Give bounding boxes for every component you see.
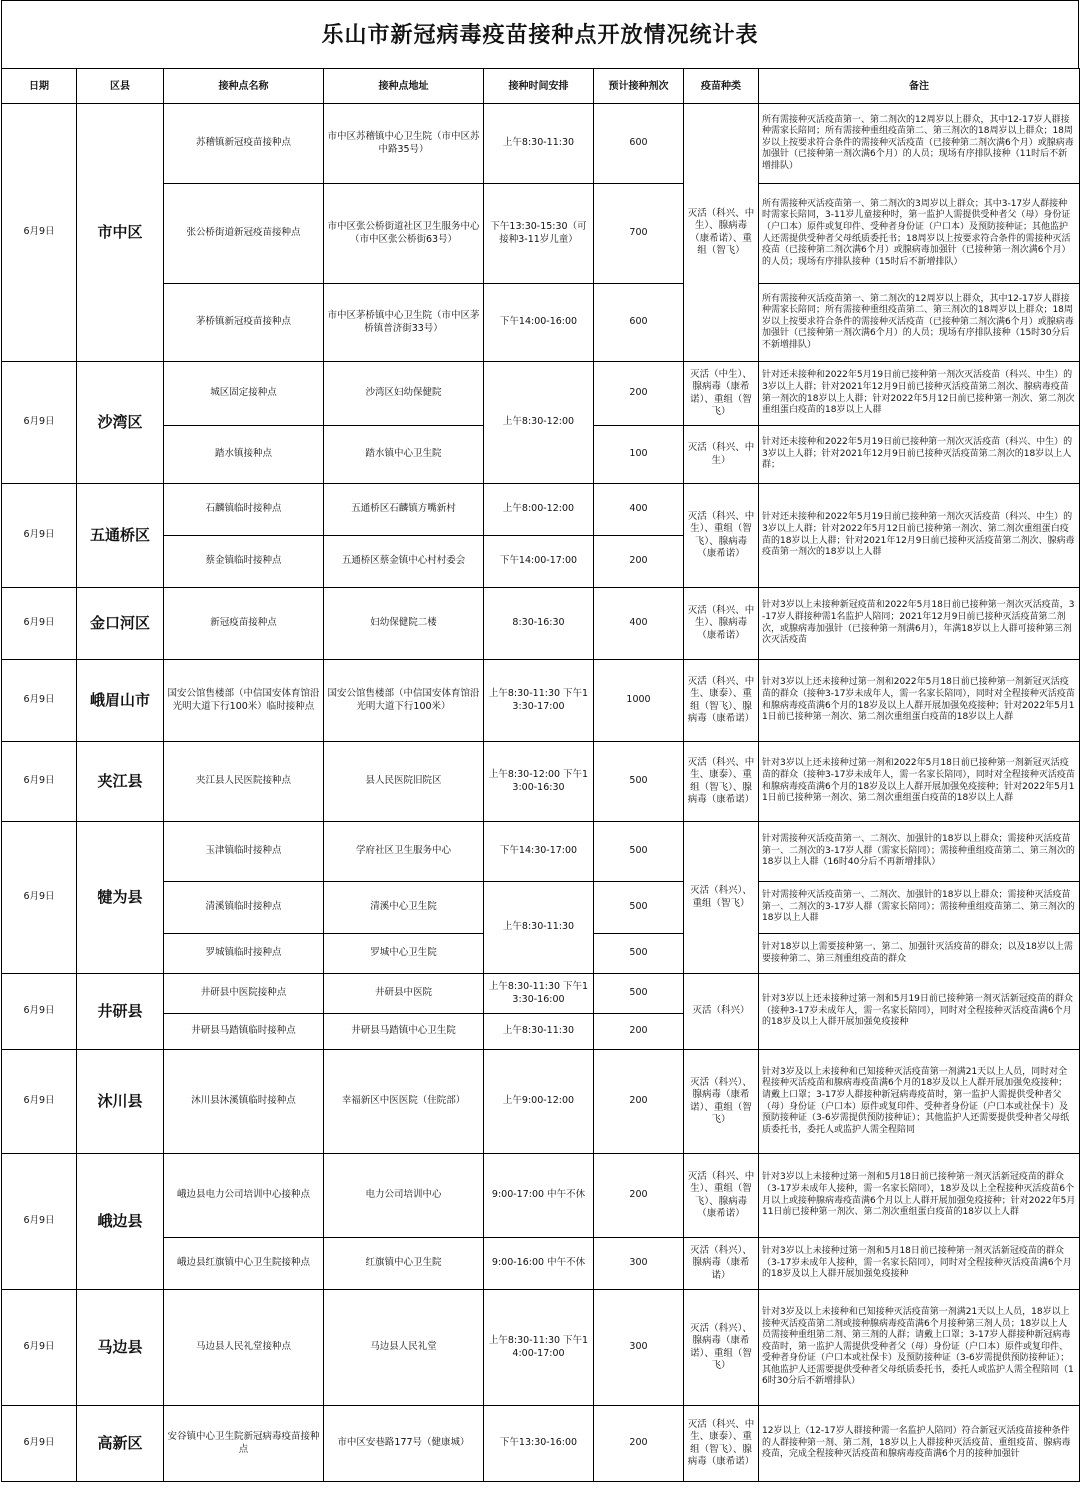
schedule-cell: 上午8:30-11:30 下午14:00-17:00 (484, 1290, 594, 1406)
vaccine-type-cell: 灭活（科兴）、腺病毒（康希诺）、重组（智飞） (684, 1290, 759, 1406)
site-address-cell: 县人民医院旧院区 (324, 742, 484, 822)
site-address-cell: 妇幼保健院二楼 (324, 588, 484, 660)
doses-cell: 200 (594, 1154, 684, 1238)
table-row (2, 1406, 1080, 1482)
schedule-cell: 上午8:30-11:30 (484, 1014, 594, 1050)
schedule-cell: 上午8:30-11:30 下午13:30-16:00 (484, 974, 594, 1014)
table-row (2, 882, 1080, 934)
site-address-cell: 井研县马踏镇中心卫生院 (324, 1014, 484, 1050)
doses-cell: 1000 (594, 660, 684, 742)
site-name-cell: 马边县人民礼堂接种点 (164, 1290, 324, 1406)
schedule-cell: 上午8:30-11:30 下午13:30-17:00 (484, 660, 594, 742)
date-cell: 6月9日 (2, 484, 77, 588)
header-remarks: 备注 (759, 69, 1080, 104)
doses-cell: 300 (594, 1238, 684, 1290)
vaccine-type-cell: 灭活（科兴、中生、康泰）、重组（智飞）、腺病毒（康希诺） (684, 742, 759, 822)
site-name-cell: 安谷镇中心卫生院新冠病毒疫苗接种点 (164, 1406, 324, 1482)
table-row (2, 742, 1080, 822)
remarks-cell: 针对3岁以上未接种过第一剂和5月18日前已接种第一剂灭活新冠疫苗的群众（3-17岁未成年人接种，需一名家长陪同），同时对全程接种灭活疫苗满6个月的18岁及以上人群开展加强免疫接种 (759, 1238, 1080, 1290)
schedule-cell: 下午14:30-17:00 (484, 822, 594, 882)
date-cell: 6月9日 (2, 588, 77, 660)
district-cell: 井研县 (77, 974, 164, 1050)
table-row (2, 284, 1080, 362)
header-district: 区县 (77, 69, 164, 104)
schedule-cell: 上午9:00-12:00 (484, 1050, 594, 1154)
table-row (2, 660, 1080, 742)
table-row (2, 1050, 1080, 1154)
site-name-cell: 石麟镇临时接种点 (164, 484, 324, 536)
district-cell: 市中区 (77, 104, 164, 362)
remarks-cell: 12岁以上（12-17岁人群接种需一名监护人陪同）符合新冠灭活疫苗接种条件的人群接种第一剂、第二剂，18岁以上人群接种灭活疫苗、重组疫苗、腺病毒疫苗，完成全程接种灭活疫苗和腺病毒疫苗满6个月的接种加强针 (759, 1406, 1080, 1482)
schedule-cell: 下午13:30-15:30（可接种3-11岁儿童） (484, 184, 594, 284)
vaccine-type-cell: 灭活（科兴）、腺病毒（康希诺）、重组（智飞） (684, 1050, 759, 1154)
table-row (2, 184, 1080, 284)
date-cell: 6月9日 (2, 104, 77, 362)
date-cell: 6月9日 (2, 362, 77, 484)
date-cell: 6月9日 (2, 1406, 77, 1482)
table-row (2, 822, 1080, 882)
district-cell: 沐川县 (77, 1050, 164, 1154)
site-address-cell: 电力公司培训中心 (324, 1154, 484, 1238)
site-address-cell: 市中区安巷路177号（健康城） (324, 1406, 484, 1482)
vaccine-type-cell: 灭活（科兴、中生）、腺病毒（康希诺）、重组（智飞） (684, 104, 759, 362)
site-name-cell: 井研县马踏镇临时接种点 (164, 1014, 324, 1050)
page-title: 乐山市新冠病毒疫苗接种点开放情况统计表 (1, 0, 1079, 68)
schedule-cell: 9:00-16:00 中午不休 (484, 1238, 594, 1290)
site-name-cell: 城区固定接种点 (164, 362, 324, 426)
remarks-cell: 针对18岁以上需要接种第一、第二、加强针灭活疫苗的群众；以及18岁以上需要接种第二、第三剂重组疫苗的群众 (759, 934, 1080, 974)
schedule-cell: 下午13:30-16:00 (484, 1406, 594, 1482)
schedule-cell: 上午8:30-12:00 下午13:00-16:30 (484, 742, 594, 822)
district-cell: 金口河区 (77, 588, 164, 660)
remarks-cell: 针对需接种灭活疫苗第一、二剂次、加强针的18岁以上群众；需接种灭活疫苗第一、二剂次的3-17岁人群（需家长陪同）；需接种重组疫苗第二、第三剂次的18岁以上人群（16时40分后不再新增排队） (759, 822, 1080, 882)
vaccine-type-cell: 灭活（科兴）、腺病毒（康希诺） (684, 1238, 759, 1290)
site-address-cell: 学府社区卫生服务中心 (324, 822, 484, 882)
schedule-cell: 上午8:30-11:30 (484, 104, 594, 184)
remarks-cell: 针对还未接种和2022年5月19日前已接种第一剂次灭活疫苗（科兴、中生）的3岁以上人群；针对2021年12月9日前已接种灭活疫苗第二剂次、腺病毒疫苗第一剂次的18岁以上人群；针对2022年5月12日前已接种第一剂次、第二剂次重组蛋白疫苗的18岁以上人群 (759, 362, 1080, 426)
doses-cell: 600 (594, 104, 684, 184)
doses-cell: 300 (594, 1290, 684, 1406)
site-name-cell: 苏稽镇新冠疫苗接种点 (164, 104, 324, 184)
site-name-cell: 踏水镇接种点 (164, 426, 324, 484)
site-name-cell: 茅桥镇新冠疫苗接种点 (164, 284, 324, 362)
header-schedule: 接种时间安排 (484, 69, 594, 104)
table-row (2, 588, 1080, 660)
remarks-cell: 针对3岁及以上未接种和已知接种灭活疫苗第一剂满21天以上人员，18岁以上接种灭活疫苗第二剂或接种腺病毒疫苗满6个月接种第三剂人员；18岁以上人员需接种重组第二剂、第三剂的人群；请戴上口罩；3-17岁人群接种新冠病毒疫苗时，第一监护人需提供受种者父（母）身份证（户口本）原件或复印件、受种者身份证（户口本或社保卡）及预防接种证（3-6岁需提供预防接种证）；其他监护人还需要提供受种者父母纸质委托书，委托人或监护人需全程陪同（16时30分后不新增排队） (759, 1290, 1080, 1406)
remarks-cell: 针对3岁以上还未接种过第一剂和2022年5月18日前已接种第一剂新冠灭活疫苗的群众（接种3-17岁未成年人，需一名家长陪同），同时对全程接种灭活疫苗和腺病毒疫苗满6个月的18岁及以上人群开展加强免疫接种；针对2022年5月11日前已接种第一剂次、第二剂次重组蛋白疫苗的18岁以上人群 (759, 660, 1080, 742)
site-address-cell: 市中区茅桥镇中心卫生院（市中区茅桥镇普济街33号） (324, 284, 484, 362)
site-name-cell: 新冠疫苗接种点 (164, 588, 324, 660)
remarks-cell: 针对3岁及以上未接种和已知接种灭活疫苗第一剂满21天以上人员，同时对全程接种灭活疫苗和腺病毒疫苗满6个月的18岁及以上人群开展加强免疫接种；请戴上口罩；3-17岁人群接种新冠病毒疫苗时，第一监护人需提供受种者父（母）身份证（户口本）原件或复印件、受种者身份证（户口本或社保卡）及预防接种证（3-6岁需提供预防接种证）；其他监护人还需要提供受种者父母纸质委托书，委托人或监护人需全程陪同 (759, 1050, 1080, 1154)
doses-cell: 500 (594, 742, 684, 822)
schedule-cell: 9:00-17:00 中午不休 (484, 1154, 594, 1238)
district-cell: 沙湾区 (77, 362, 164, 484)
table-row (2, 484, 1080, 536)
district-cell: 夹江县 (77, 742, 164, 822)
vaccine-type-cell: 灭活（科兴、中生）、重组（智飞）、腺病毒（康希诺） (684, 1154, 759, 1238)
schedule-cell: 下午14:00-16:00 (484, 284, 594, 362)
vaccine-type-cell: 灭活（科兴、中生、康泰）、重组（智飞）、腺病毒（康希诺） (684, 1406, 759, 1482)
date-cell: 6月9日 (2, 1050, 77, 1154)
district-cell: 峨边县 (77, 1154, 164, 1290)
remarks-cell: 针对3岁以上还未接种过第一剂和2022年5月18日前已接种第一剂新冠灭活疫苗的群众（接种3-17岁未成年人，需一名家长陪同），同时对全程接种灭活疫苗和腺病毒疫苗满6个月的18岁及以上人群开展加强免疫接种；针对2022年5月11日前已接种第一剂次、第二剂次重组蛋白疫苗的18岁以上人群 (759, 742, 1080, 822)
header-date: 日期 (2, 69, 77, 104)
doses-cell: 700 (594, 184, 684, 284)
schedule-cell: 上午8:00-12:00 (484, 484, 594, 536)
date-cell: 6月9日 (2, 1154, 77, 1290)
table-row (2, 1290, 1080, 1406)
site-address-cell: 红旗镇中心卫生院 (324, 1238, 484, 1290)
site-address-cell: 罗城中心卫生院 (324, 934, 484, 974)
table-row (2, 362, 1080, 426)
site-address-cell: 井研县中医院 (324, 974, 484, 1014)
district-cell: 高新区 (77, 1406, 164, 1482)
remarks-cell: 所有需接种灭活疫苗第一、第二剂次的12周岁以上群众，其中12-17岁人群接种需家长陪同；所有需接种重组疫苗第二、第三剂次的18周岁以上群众；18周岁以上按要求符合条件的需接种灭活疫苗（已接种第二剂次满6个月）或腺病毒加强针（已接种第一剂次满6个月）的人员；现场有序排队接种（11时后不新增排队） (759, 104, 1080, 184)
site-name-cell: 清溪镇临时接种点 (164, 882, 324, 934)
header-planned-doses: 预计接种剂次 (594, 69, 684, 104)
doses-cell: 200 (594, 1014, 684, 1050)
vaccine-type-cell: 灭活（科兴）、重组（智飞） (684, 822, 759, 974)
doses-cell: 500 (594, 974, 684, 1014)
doses-cell: 500 (594, 934, 684, 974)
vaccine-type-cell: 灭活（科兴） (684, 974, 759, 1050)
date-cell: 6月9日 (2, 742, 77, 822)
site-address-cell: 五通桥区蔡金镇中心村村委会 (324, 536, 484, 588)
site-address-cell: 市中区张公桥街道社区卫生服务中心（市中区张公桥街63号） (324, 184, 484, 284)
district-cell: 峨眉山市 (77, 660, 164, 742)
vaccine-type-cell: 灭活（中生）、腺病毒（康希诺）、重组（智飞） (684, 362, 759, 426)
remarks-cell: 针对需接种灭活疫苗第一、二剂次、加强针的18岁以上群众；需接种灭活疫苗第一、二剂次的3-17岁人群（需家长陪同）；需接种重组疫苗第二、第三剂次的18岁以上人群 (759, 882, 1080, 934)
doses-cell: 200 (594, 536, 684, 588)
header-vaccine-type: 疫苗种类 (684, 69, 759, 104)
table-row (2, 1154, 1080, 1238)
date-cell: 6月9日 (2, 660, 77, 742)
site-address-cell: 清溪中心卫生院 (324, 882, 484, 934)
site-name-cell: 夹江县人民医院接种点 (164, 742, 324, 822)
district-cell: 马边县 (77, 1290, 164, 1406)
site-address-cell: 市中区苏稽镇中心卫生院（市中区苏中路35号） (324, 104, 484, 184)
doses-cell: 400 (594, 588, 684, 660)
schedule-cell: 上午8:30-12:00 (484, 362, 594, 484)
date-cell: 6月9日 (2, 822, 77, 974)
site-name-cell: 蔡金镇临时接种点 (164, 536, 324, 588)
table-row (2, 1238, 1080, 1290)
site-name-cell: 张公桥街道新冠疫苗接种点 (164, 184, 324, 284)
vaccination-site-table (1, 68, 1080, 1482)
schedule-cell: 8:30-16:30 (484, 588, 594, 660)
doses-cell: 100 (594, 426, 684, 484)
date-cell: 6月9日 (2, 1290, 77, 1406)
vaccine-type-cell: 灭活（科兴、中生）、腺病毒（康希诺） (684, 588, 759, 660)
vaccine-type-cell: 灭活（科兴、中生、康泰）、重组（智飞）、腺病毒（康希诺） (684, 660, 759, 742)
site-address-cell: 沙湾区妇幼保健院 (324, 362, 484, 426)
site-name-cell: 国安公馆售楼部（中信国安体育馆沿光明大道下行100米）临时接种点 (164, 660, 324, 742)
table-row (2, 974, 1080, 1014)
site-name-cell: 峨边县电力公司培训中心接种点 (164, 1154, 324, 1238)
site-address-cell: 幸福新区中医医院（住院部） (324, 1050, 484, 1154)
table-header-row (2, 69, 1080, 104)
site-name-cell: 玉津镇临时接种点 (164, 822, 324, 882)
site-name-cell: 罗城镇临时接种点 (164, 934, 324, 974)
date-cell: 6月9日 (2, 974, 77, 1050)
doses-cell: 400 (594, 484, 684, 536)
schedule-cell: 上午8:30-11:30 (484, 882, 594, 974)
district-cell: 犍为县 (77, 822, 164, 974)
remarks-cell: 所有需接种灭活疫苗第一、第二剂次的12周岁以上群众，其中12-17岁人群接种需家长陪同；所有需接种重组疫苗第二、第三剂次的18周岁以上群众；18周岁以上按要求符合条件的需接种灭活疫苗（已接种第二剂次满6个月）或腺病毒加强针（已接种第一剂次满6个月）的人员；现场有序排队接种（15时30分后不新增排队） (759, 284, 1080, 362)
remarks-cell: 针对3岁以上未接种过第一剂和5月18日前已接种第一剂灭活新冠疫苗的群众（3-17岁未成年人接种，需一名家长陪同），18岁及以上全程接种灭活疫苗6个月以上或接种腺病毒疫苗满6个月以上人群开展加强免疫接种；针对2022年5月11日前已接种第一剂次、第二剂次重组蛋白疫苗的18岁以上人群 (759, 1154, 1080, 1238)
remarks-cell: 针对还未接种和2022年5月19日前已接种第一剂次灭活疫苗（科兴、中生）的3岁以上人群；针对2021年12月9日前已接种灭活疫苗第二剂次的18岁以上人群； (759, 426, 1080, 484)
site-address-cell: 踏水镇中心卫生院 (324, 426, 484, 484)
site-address-cell: 五通桥区石麟镇方嘴新村 (324, 484, 484, 536)
district-cell: 五通桥区 (77, 484, 164, 588)
schedule-cell: 下午14:00-17:00 (484, 536, 594, 588)
remarks-cell: 针对3岁以上未接种新冠疫苗和2022年5月18日前已接种第一剂次灭活疫苗，3-17岁人群接种需1名监护人陪同；2021年12月9日前已接种灭活疫苗第二剂次，或腺病毒加强针（已接种第一剂满6月），年满18岁以上人群可接种第三剂次灭活疫苗 (759, 588, 1080, 660)
doses-cell: 500 (594, 882, 684, 934)
vaccine-type-cell: 灭活（科兴、中生）、重组（智飞）、腺病毒（康希诺） (684, 484, 759, 588)
vaccine-type-cell: 灭活（科兴、中生） (684, 426, 759, 484)
header-site-address: 接种点地址 (324, 69, 484, 104)
site-name-cell: 沐川县沐溪镇临时接种点 (164, 1050, 324, 1154)
table-row (2, 104, 1080, 184)
doses-cell: 600 (594, 284, 684, 362)
remarks-cell: 针对还未接种和2022年5月19日前已接种第一剂次灭活疫苗（科兴、中生）的3岁以上人群；针对2022年5月12日前已接种第一剂次、第二剂次重组蛋白疫苗的18岁以上人群；针对2021年12月9日前已接种灭活疫苗第二剂次、腺病毒疫苗第一剂次的18岁以上人群 (759, 484, 1080, 588)
header-site-name: 接种点名称 (164, 69, 324, 104)
doses-cell: 200 (594, 1050, 684, 1154)
doses-cell: 500 (594, 822, 684, 882)
remarks-cell: 针对3岁以上还未接种过第一剂和5月19日前已接种第一剂灭活新冠疫苗的群众（接种3-17岁未成年人，需一名家长陪同），同时对全程接种灭活疫苗满6个月的18岁及以上人群开展加强免疫接种 (759, 974, 1080, 1050)
site-address-cell: 国安公馆售楼部（中信国安体育馆沿光明大道下行100米） (324, 660, 484, 742)
site-address-cell: 马边县人民礼堂 (324, 1290, 484, 1406)
remarks-cell: 所有需接种灭活疫苗第一、第二剂次的3周岁以上群众；其中3-17岁人群接种时需家长陪同，3-11岁儿童接种时，第一监护人需提供受种者父（母）身份证（户口本）原件或复印件、受种者身份证（户口本）及预防接种证；其他监护人还需提供受种者父母纸质委托书；18周岁以上按要求符合条件的需接种灭活疫苗（已接种第二剂次满6个月）或腺病毒加强针（已接种第一剂次满6个月）的人员；现场有序排队接种（15时后不新增排队） (759, 184, 1080, 284)
doses-cell: 200 (594, 1406, 684, 1482)
site-name-cell: 井研县中医院接种点 (164, 974, 324, 1014)
site-name-cell: 峨边县红旗镇中心卫生院接种点 (164, 1238, 324, 1290)
doses-cell: 200 (594, 362, 684, 426)
